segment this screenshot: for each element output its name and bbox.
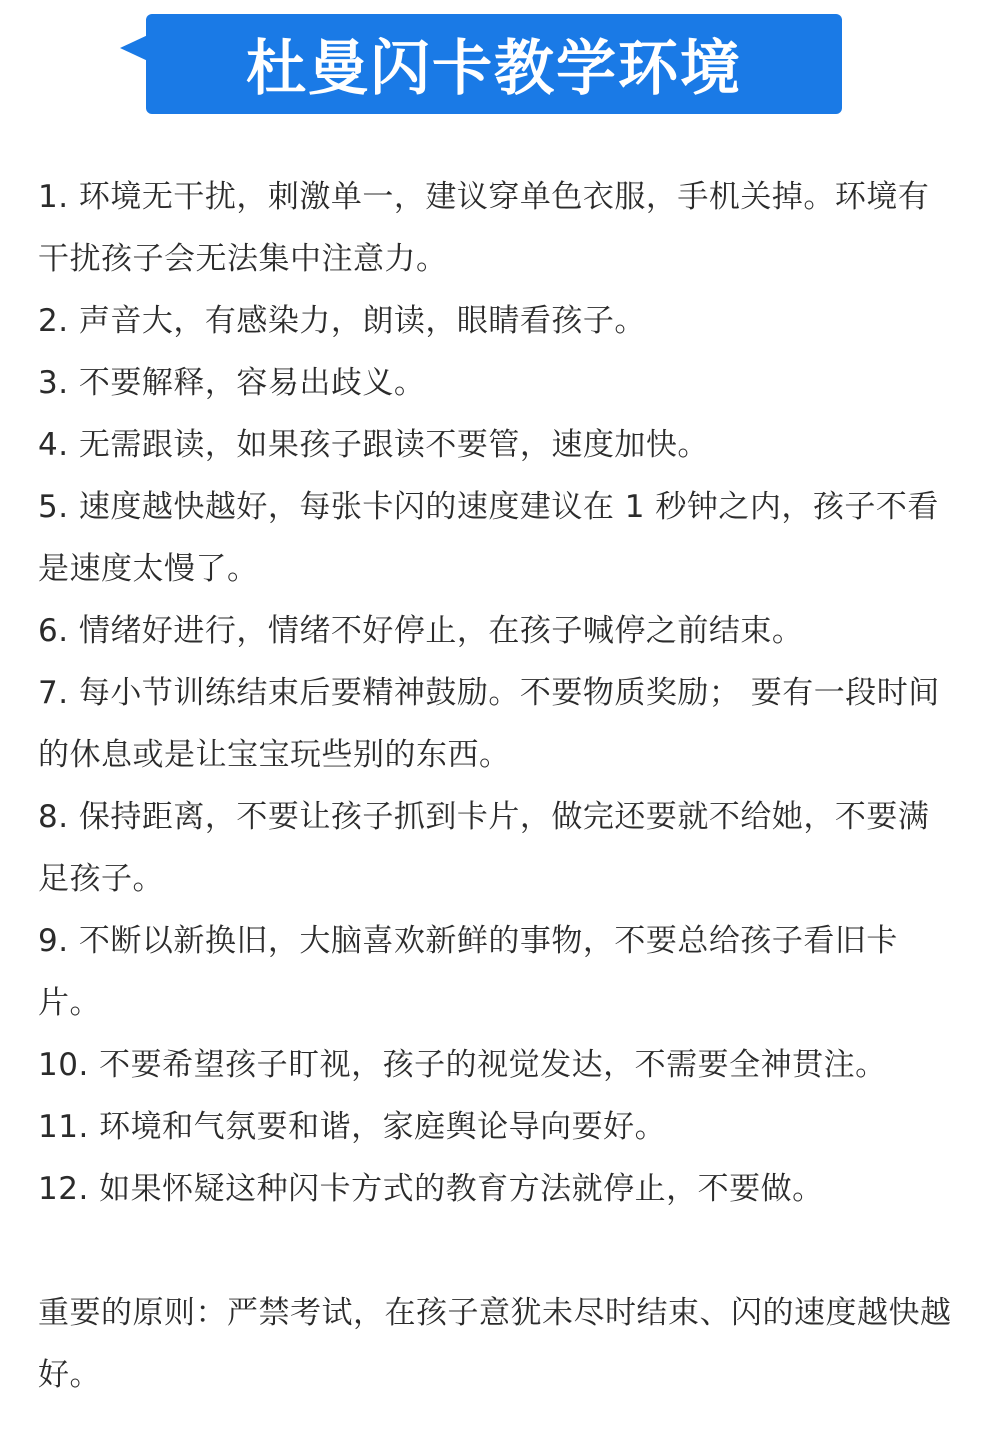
rule-item: 5. 速度越快越好，每张卡闪的速度建议在 1 秒钟之内，孩子不看是速度太慢了。 bbox=[38, 489, 939, 587]
rule-item: 4. 无需跟读，如果孩子跟读不要管，速度加快。 bbox=[38, 427, 709, 463]
rule-item: 10. 不要希望孩子盯视，孩子的视觉发达，不需要全神贯注。 bbox=[38, 1047, 887, 1083]
principle-note: 重要的原则：严禁考试，在孩子意犹未尽时结束、闪的速度越快越好。 bbox=[38, 1295, 952, 1393]
rule-item: 7. 每小节训练结束后要精神鼓励。不要物质奖励； 要有一段时间的休息或是让宝宝玩些别的东西。 bbox=[38, 675, 940, 773]
rule-item: 3. 不要解释，容易出歧义。 bbox=[38, 365, 426, 401]
rule-item: 6. 情绪好进行，情绪不好停止，在孩子喊停之前结束。 bbox=[38, 613, 804, 649]
title-banner bbox=[146, 14, 842, 114]
rule-item: 12. 如果怀疑这种闪卡方式的教育方法就停止，不要做。 bbox=[38, 1171, 824, 1207]
rule-item: 11. 环境和气氛要和谐，家庭舆论导向要好。 bbox=[38, 1109, 667, 1145]
rule-item: 1. 环境无干扰，刺激单一，建议穿单色衣服，手机关掉。环境有干扰孩子会无法集中注意力。 bbox=[38, 179, 930, 277]
page-title: 杜曼闪卡教学环境 bbox=[246, 34, 742, 104]
rule-item: 9. 不断以新换旧，大脑喜欢新鲜的事物，不要总给孩子看旧卡片。 bbox=[38, 923, 898, 1021]
rule-item: 2. 声音大，有感染力，朗读，眼睛看孩子。 bbox=[38, 303, 646, 339]
rule-item: 8. 保持距离，不要让孩子抓到卡片，做完还要就不给她，不要满足孩子。 bbox=[38, 799, 930, 897]
rules-content bbox=[38, 166, 952, 1406]
